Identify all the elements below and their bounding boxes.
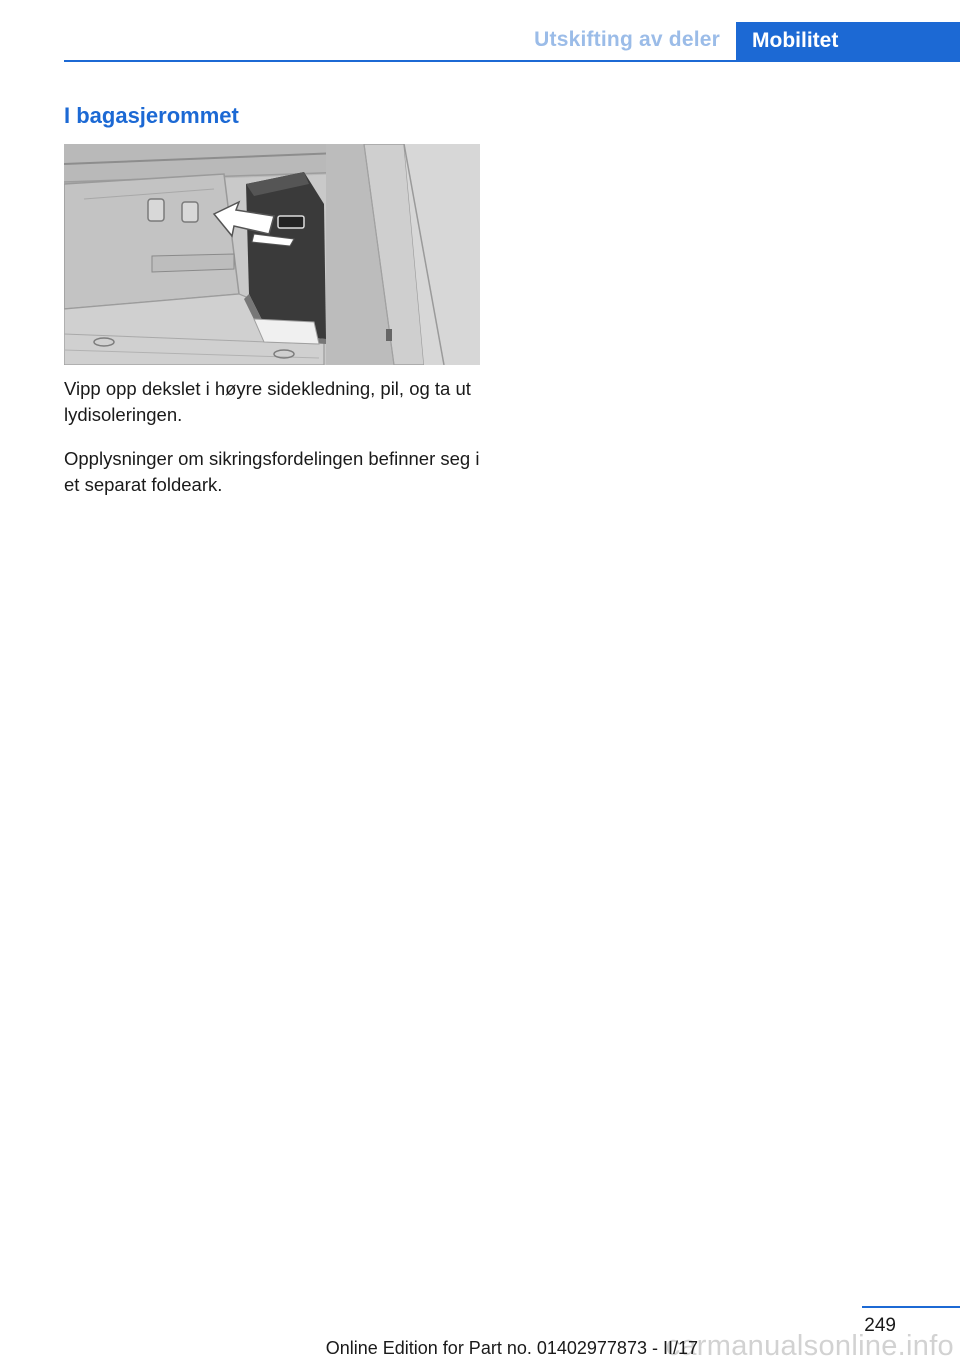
footer-divider bbox=[862, 1306, 960, 1308]
info-paragraph: Opplysninger om sikringsfordelingen befinner seg i et separat foldeark. bbox=[64, 448, 480, 495]
instruction-paragraph: Vipp opp dekslet i høyre sidekledning, pil, og ta ut lydisoleringen. bbox=[64, 378, 471, 425]
section-heading: I bagasjerommet bbox=[64, 103, 239, 128]
header-section-title: Utskifting av deler bbox=[534, 28, 720, 51]
trunk-side-panel-illustration bbox=[64, 144, 480, 365]
page-number: 249 bbox=[864, 1315, 896, 1336]
page-header bbox=[0, 0, 960, 62]
header-divider bbox=[64, 60, 960, 62]
edition-note: Online Edition for Part no. 01402977873 - II/17 bbox=[325, 1338, 698, 1358]
watermark: carmanualsonline.info bbox=[665, 1330, 954, 1362]
header-chapter-tab: Mobilitet bbox=[736, 22, 960, 62]
